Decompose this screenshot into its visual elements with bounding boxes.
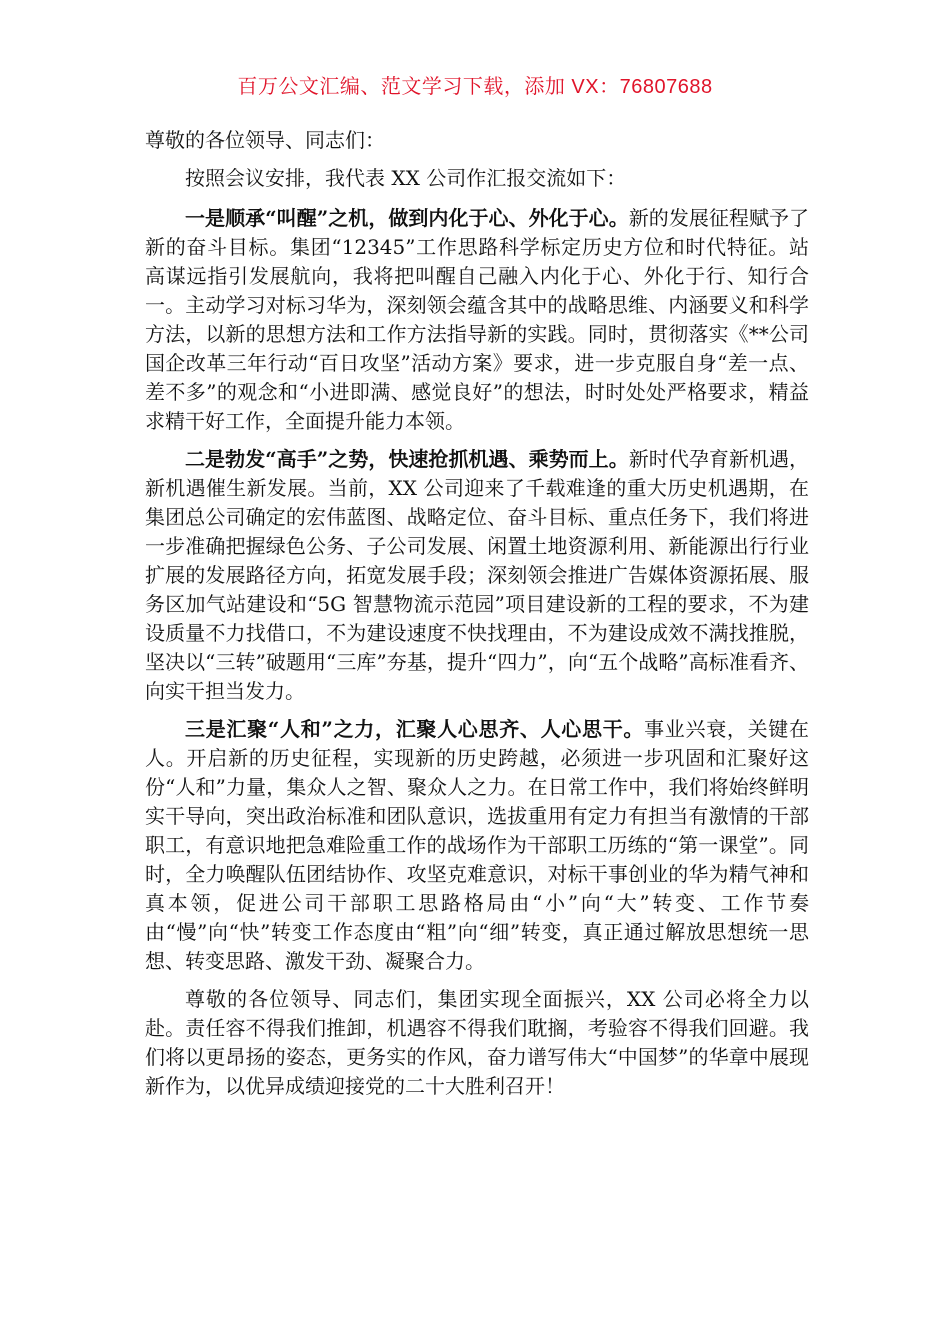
watermark-header: 百万公文汇编、范文学习下载，添加 VX：76807688 [237, 76, 713, 98]
salutation: 尊敬的各位领导、同志们： [145, 128, 385, 152]
document-body [145, 126, 809, 1110]
section-paragraph-2 [145, 445, 809, 706]
section-heading-1: 一是顺承“叫醒”之机，做到内化于心、外化于心。 [185, 206, 629, 230]
section-body-1: 新的发展征程赋予了新的奋斗目标。集团“12345”工作思路科学标定历史方位和时代特征。站高谋远指引发展航向，我将把叫醒自己融入内化于心、外化于行、知行合一。主动学习对标习华为，深刻领会蕴含其中的战略思维、内涵要义和科学方法，以新的思想方法和工作方法指导新的实践。同时，贯彻落实《**公司国企改革三年行动“百日攻坚”活动方案》要求，进一步克服自身“差一点、差不多”的观念和“小进即满、感觉良好”的想法，时时处处严格要求，精益求精干好工作，全面提升能力本领。 [145, 206, 810, 433]
section-paragraph-1 [145, 204, 809, 436]
section-body-2: 新时代孕育新机遇，新机遇催生新发展。当前，XX 公司迎来了千载难逢的重大历史机遇期，在集团总公司确定的宏伟蓝图、战略定位、奋斗目标、重点任务下，我们将进一步准确把握绿色公务、子公司发展、闲置土地资源利用、新能源出行行业扩展的发展路径方向，拓宽发展手段；深刻领会推进广告媒体资源拓展、服务区加气站建设和“5G 智慧物流示范园”项目建设新的工程的要求，不为建设质量不力找借口，不为建设速度不快找理由，不为建设成效不满找推脱，坚决以“三转”破题用“三库”夯基，提升“四力”，向“五个战略”高标准看齐、向实干担当发力。 [145, 447, 810, 703]
section-heading-3: 三是汇聚“人和”之力，汇聚人心思齐、人心思干。 [185, 717, 645, 741]
closing-paragraph: 尊敬的各位领导、同志们，集团实现全面振兴，XX 公司必将全力以赴。责任容不得我们推卸，机遇容不得我们耽搁，考验容不得我们回避。我们将以更昂扬的姿态，更务实的作风，奋力谱写伟大“中国梦”的华章中展现新作为，以优异成绩迎接党的二十大胜利召开！ [145, 987, 809, 1098]
section-body-3: 事业兴衰，关键在人。开启新的历史征程，实现新的历史跨越，必须进一步巩固和汇聚好这份“人和”力量，集众人之智、聚众人之力。在日常工作中，我们将始终鲜明实干导向，突出政治标准和团队意识，选拔重用有定力有担当有激情的干部职工，有意识地把急难险重工作的战场作为干部职工历练的“第一课堂”。同时，全力唤醒队伍团结协作、攻坚克难意识，对标干事创业的华为精气神和真本领，促进公司干部职工思路格局由“小”向“大”转变、工作节奏由“慢”向“快”转变工作态度由“粗”向“细”转变，真正通过解放思想统一思想、转变思路、激发干劲、凝聚合力。 [145, 717, 810, 973]
section-paragraph-3 [145, 715, 809, 976]
intro-paragraph: 按照会议安排，我代表 XX 公司作汇报交流如下： [185, 166, 627, 190]
section-heading-2: 二是勃发“高手”之势，快速抢抓机遇、乘势而上。 [185, 447, 629, 471]
